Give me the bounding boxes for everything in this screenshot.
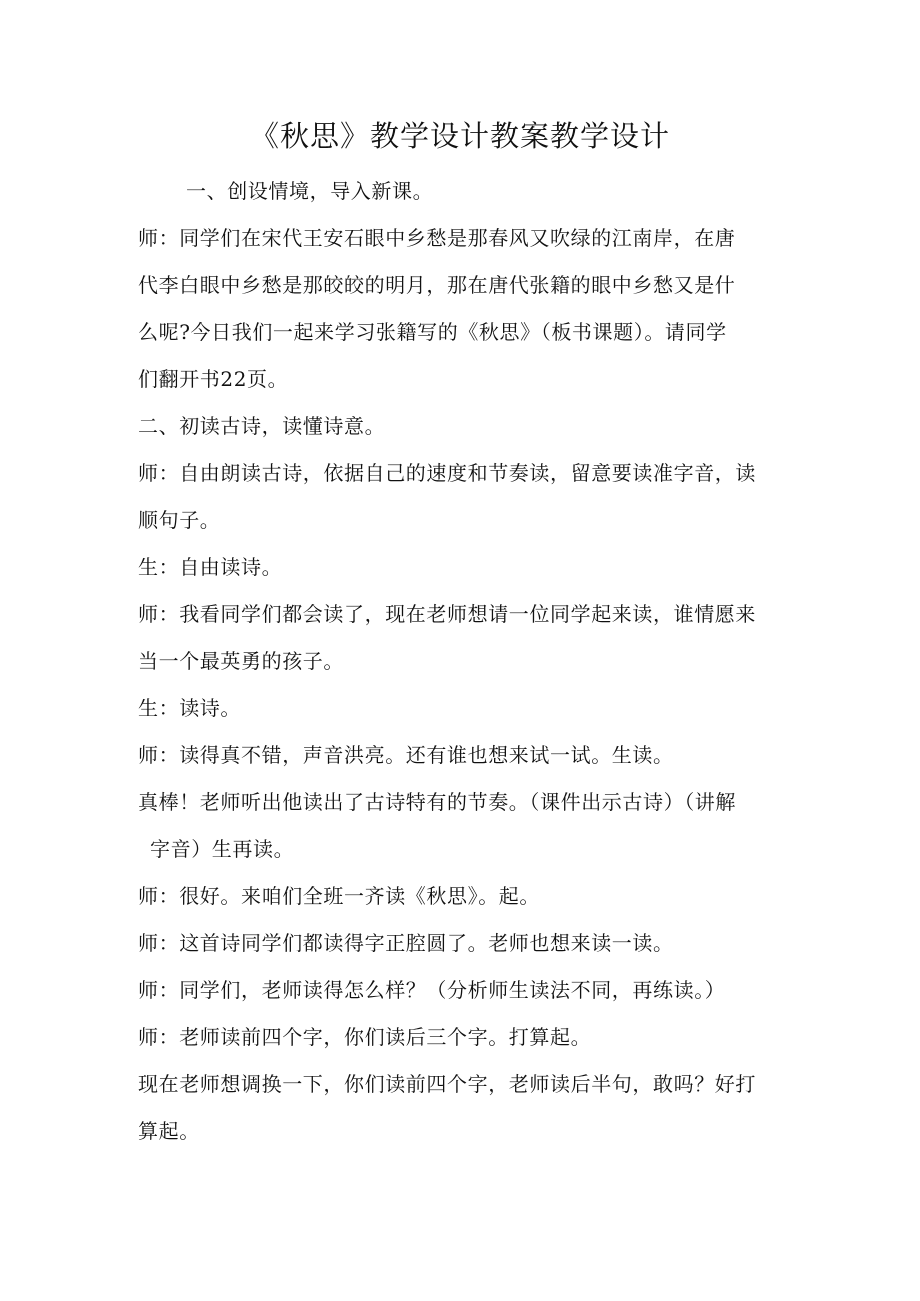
paragraph-line: 算起。 [138, 1119, 200, 1143]
paragraph-line: 师：同学们在宋代王安石眼中乡愁是那春风又吹绿的江南岸，在唐 [138, 226, 736, 250]
paragraph-line: 师：这首诗同学们都读得字正腔圆了。老师也想来读一读。 [138, 931, 674, 955]
paragraph-line: 字音）生再读。 [150, 837, 295, 861]
document-title: 《秋思》教学设计教案教学设计 [249, 119, 670, 153]
section-heading-1: 一、创设情境，导入新课。 [186, 179, 434, 203]
document-body [138, 168, 788, 1155]
section-heading-2: 二、初读古诗，读懂诗意。 [138, 414, 386, 438]
paragraph-line: 真棒！老师听出他读出了古诗特有的节奏。（课件出示古诗）（讲解 [138, 790, 736, 814]
paragraph-line: 师：很好。来咱们全班一齐读《秋思》。起。 [138, 884, 540, 908]
paragraph-line: 师：同学们，老师读得怎么样？（分析师生读法不同，再练读。） [138, 978, 726, 1002]
paragraph-line: 师：老师读前四个字，你们读后三个字。打算起。 [138, 1025, 592, 1049]
paragraph-line: 师：我看同学们都会读了，现在老师想请一位同学起来读，谁情愿来 [138, 602, 756, 626]
paragraph-line: 生：读诗。 [138, 696, 241, 720]
paragraph-line: 们翻开书22页。 [138, 367, 289, 391]
paragraph-line: 生：自由读诗。 [138, 555, 283, 579]
paragraph-line: 师：读得真不错，声音洪亮。还有谁也想来试一试。生读。 [138, 743, 674, 767]
paragraph-line: 当一个最英勇的孩子。 [138, 649, 344, 673]
paragraph-line: 么呢?今日我们一起来学习张籍写的《秋思》（板书课题）。请同学 [138, 320, 727, 344]
paragraph-line: 代李白眼中乡愁是那皎皎的明月，那在唐代张籍的眼中乡愁又是什 [138, 273, 736, 297]
paragraph-line: 现在老师想调换一下，你们读前四个字，老师读后半句，敢吗？好打 [138, 1072, 756, 1096]
paragraph-line: 师：自由朗读古诗，依据自己的速度和节奏读，留意要读准字音，读 [138, 461, 756, 485]
paragraph-line: 顺句子。 [138, 508, 221, 532]
